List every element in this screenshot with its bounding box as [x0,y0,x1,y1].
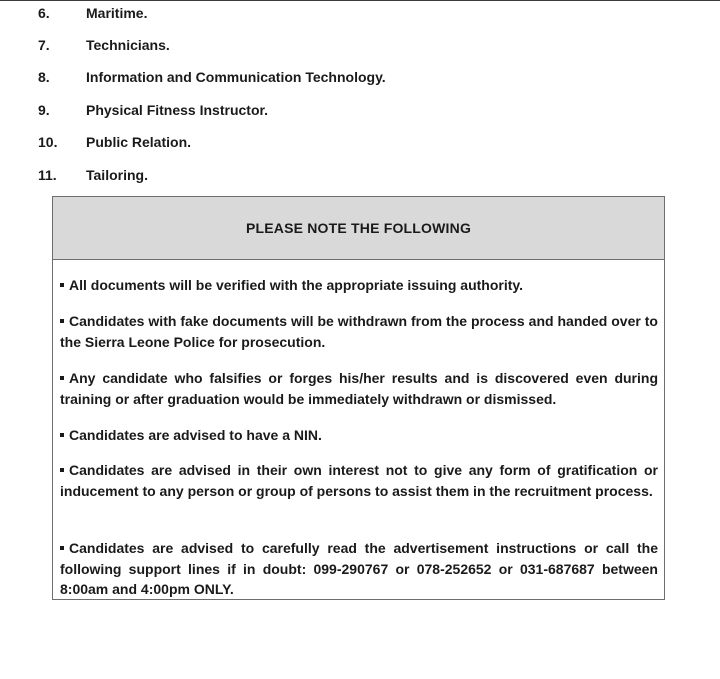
top-rule [0,0,720,1]
bullet-icon [60,283,64,287]
notice-box [52,196,665,600]
note-text: Candidates are advised to carefully read the advertisement instructions or call the following support lines if in doubt: 099-290767 or 078-252652 or 031-687687 between 8:00am and 4:00pm ONLY. [60,540,658,597]
list-item-number: 7. [38,37,50,53]
list-item-text: Physical Fitness Instructor. [86,102,269,118]
bullet-icon [60,319,64,323]
list-item-number: 6. [38,5,50,21]
list-item [0,100,720,120]
note-item [60,275,658,296]
list-item [0,165,720,185]
note-text: All documents will be verified with the appropriate issuing authority. [69,277,524,293]
list-item-number: 8. [38,69,50,85]
list-item [0,3,720,23]
note-item [60,538,658,600]
list-item-text: Tailoring. [86,167,148,183]
list-item-number: 11. [38,167,57,183]
bullet-icon [60,468,64,472]
note-item [60,311,658,352]
note-text: Candidates with fake documents will be withdrawn from the process and handed over to the Sierra Leone Police for prosecution. [60,313,658,350]
list-item [0,35,720,55]
list-item [0,132,720,152]
list-item-text: Information and Communication Technology. [86,69,386,85]
note-item [60,368,658,409]
bullet-icon [60,433,64,437]
note-text: Any candidate who falsifies or forges his/her results and is discovered even during training or after graduation would be immediately withdrawn or dismissed. [60,370,658,407]
list-item [0,67,720,87]
notice-header [53,197,664,260]
note-item [60,460,658,501]
list-item-text: Public Relation. [86,134,192,150]
list-item-number: 10. [38,134,58,150]
notice-title: PLEASE NOTE THE FOLLOWING [245,220,472,236]
bullet-icon [60,376,64,380]
note-text: Candidates are advised in their own interest not to give any form of gratification or inducement to any person or group of persons to assist them in the recruitment process. [60,462,658,499]
note-text: Candidates are advised to have a NIN. [69,427,322,443]
note-item [60,425,658,446]
list-item-text: Maritime. [86,5,148,21]
list-item-number: 9. [38,102,50,118]
list-item-text: Technicians. [86,37,170,53]
bullet-icon [60,546,64,550]
